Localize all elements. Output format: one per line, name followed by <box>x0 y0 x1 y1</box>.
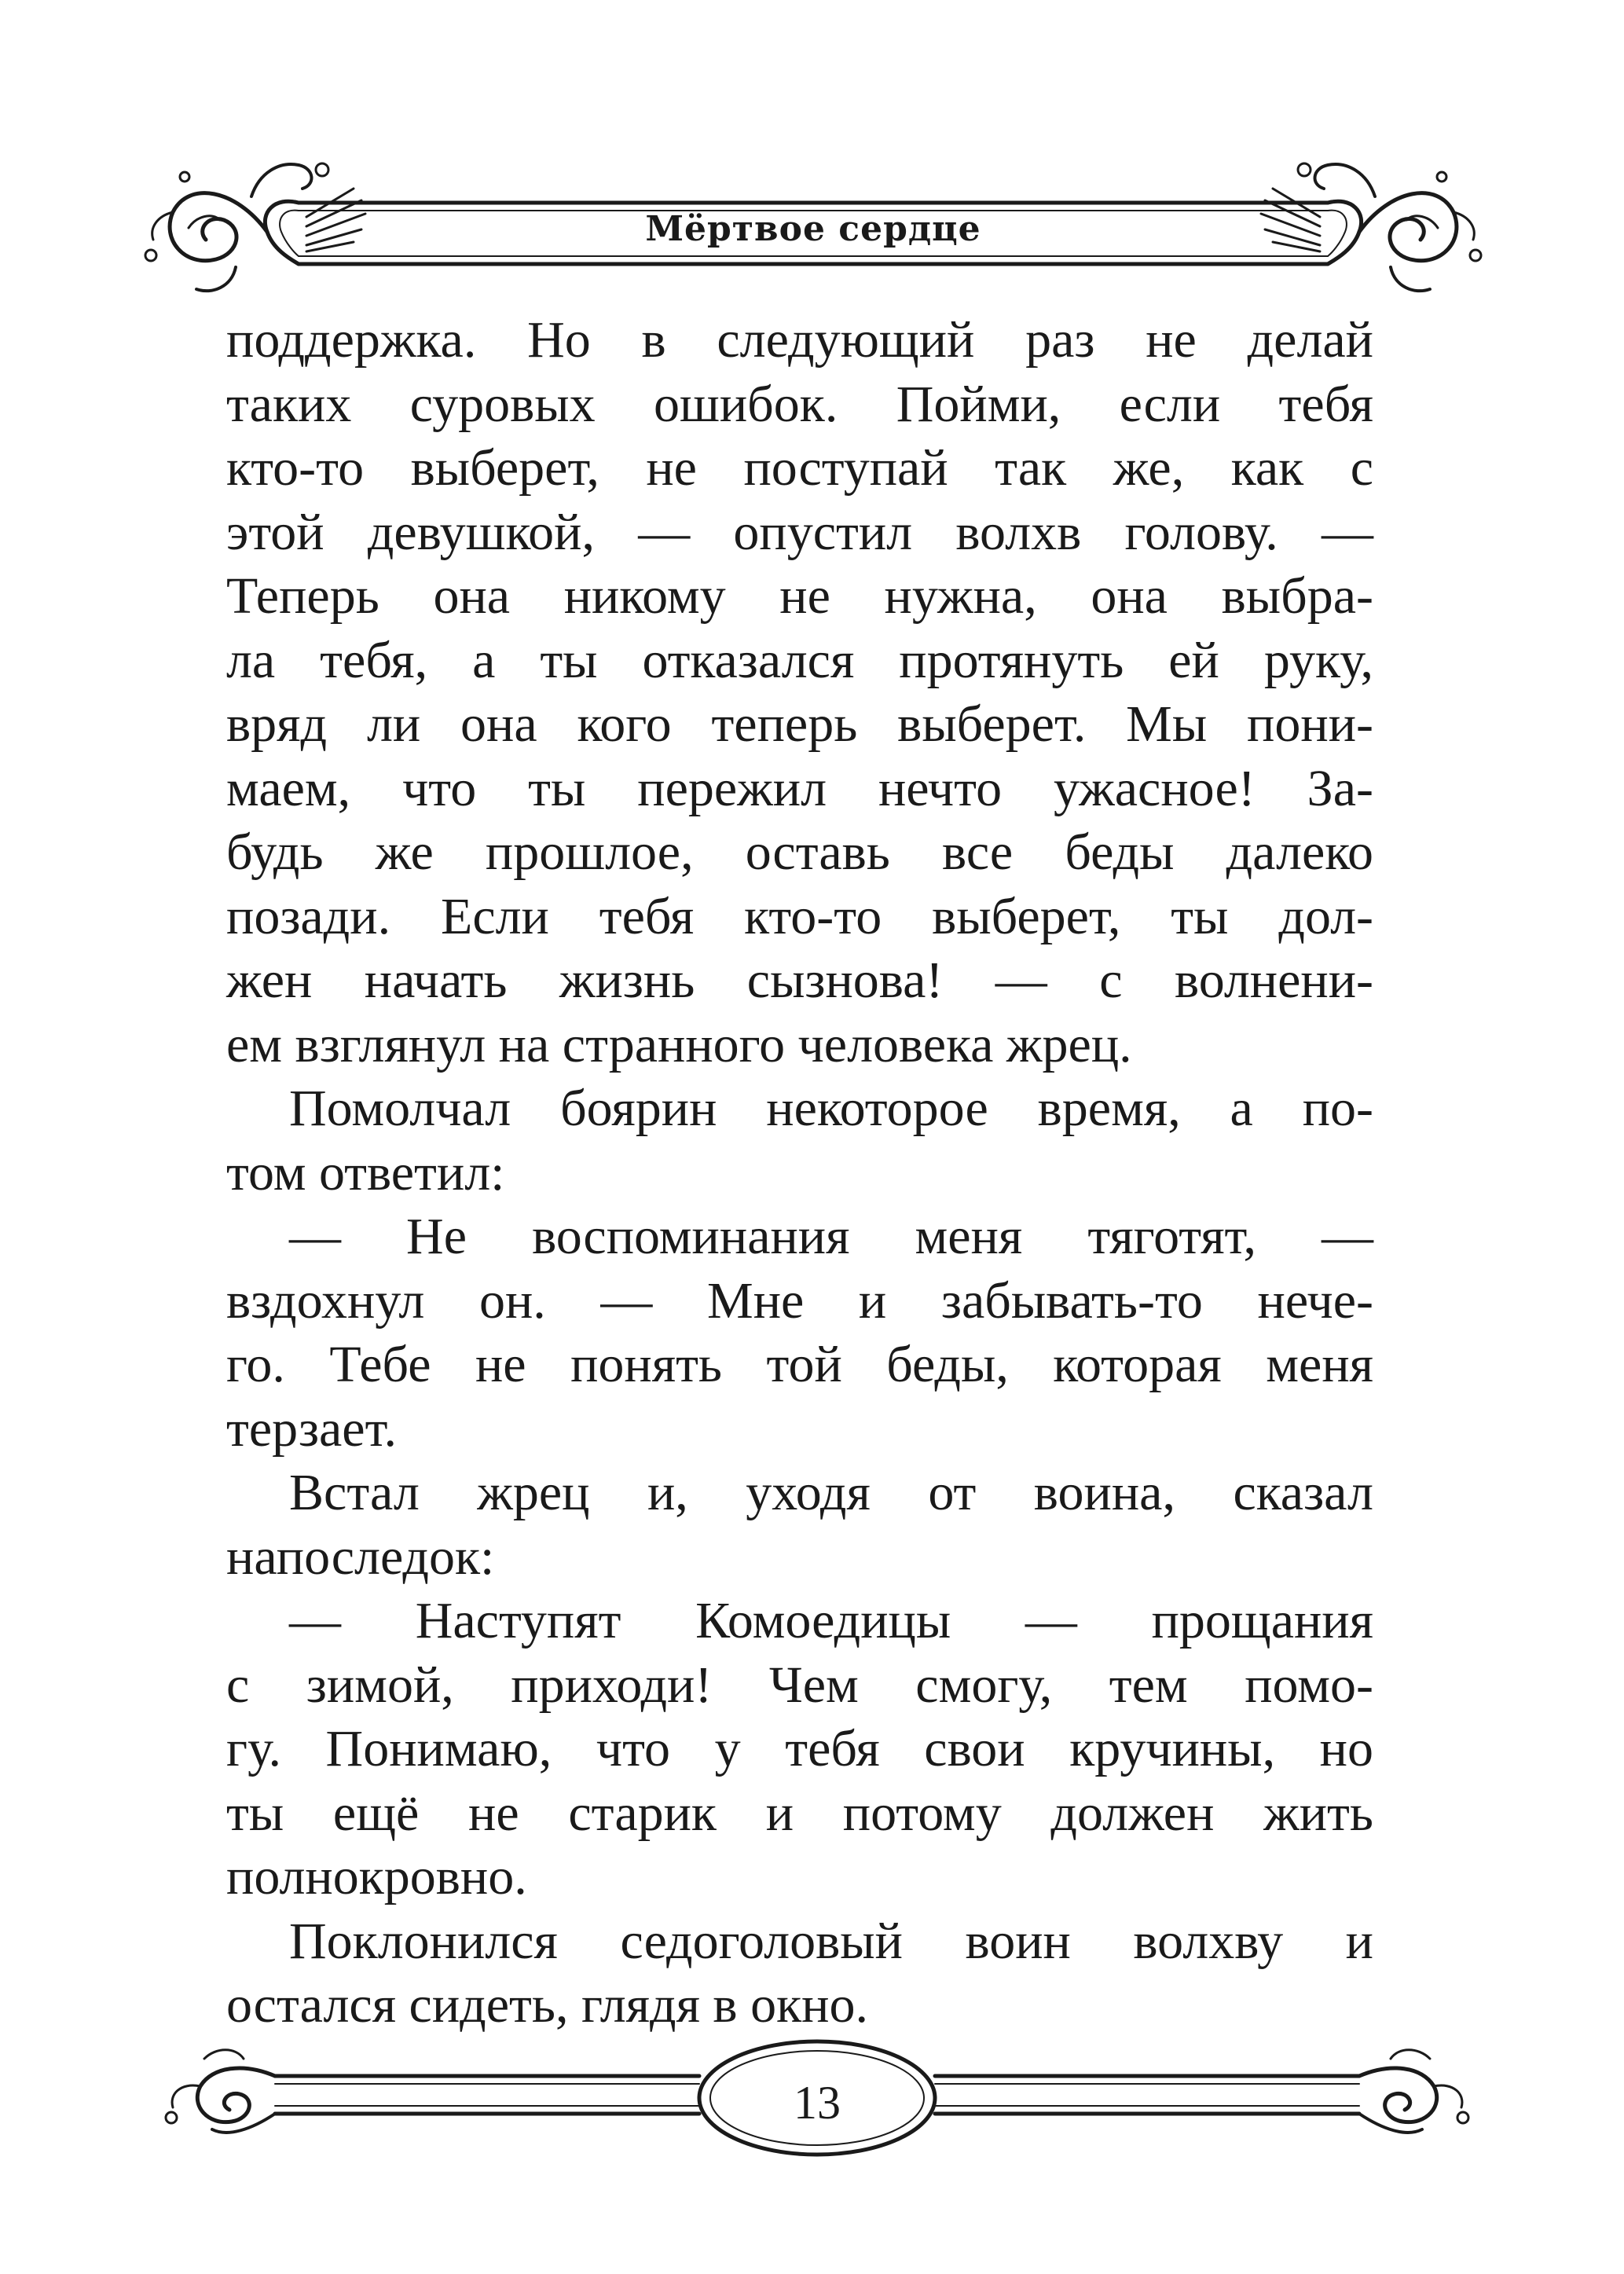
text-line: позади. Если тебя кто-то выберет, ты дол- <box>226 887 1373 945</box>
paragraph <box>226 1589 1373 1909</box>
paragraph <box>226 308 1373 1076</box>
running-header <box>141 141 1485 299</box>
text-line: остался сидеть, глядя в окно. <box>226 1976 868 2034</box>
running-header-title: Мёртвое сердце <box>645 209 981 249</box>
text-line: поддержка. Но в следующий раз не делай <box>226 311 1373 369</box>
text-line: полнокровно. <box>226 1848 527 1905</box>
text-line: Поклонился седоголовый воин волхву и <box>289 1912 1373 1970</box>
text-line: Теперь она никому не нужна, она выбра- <box>226 567 1373 625</box>
text-line: будь же прошлое, оставь все беды далеко <box>226 823 1373 881</box>
text-line: том ответил: <box>226 1143 505 1201</box>
text-line: маем, что ты пережил нечто ужасное! За- <box>226 759 1373 817</box>
text-line: ты ещё не старик и потому должен жить <box>226 1784 1373 1842</box>
paragraph <box>226 1909 1373 2037</box>
page-footer <box>157 2019 1477 2184</box>
text-line: ла тебя, а ты отказался протянуть ей руку, <box>226 631 1373 689</box>
text-line: ем взглянул на странного человека жрец. <box>226 1015 1132 1073</box>
text-line: напоследок: <box>226 1528 495 1586</box>
page-number: 13 <box>794 2077 841 2129</box>
text-line: вряд ли она кого теперь выберет. Мы пони- <box>226 695 1373 753</box>
text-line: гу. Понимаю, что у тебя свои кручины, но <box>226 1720 1373 1777</box>
text-line: Встал жрец и, уходя от воина, сказал <box>289 1464 1373 1521</box>
paragraph <box>226 1205 1373 1461</box>
text-line: этой девушкой, — опустил волхв голову. — <box>226 503 1373 561</box>
text-line: терзает. <box>226 1399 397 1458</box>
paragraph <box>226 1076 1373 1205</box>
text-line: таких суровых ошибок. Пойми, если тебя <box>226 375 1373 433</box>
paragraph <box>226 1461 1373 1589</box>
body-text <box>226 308 1373 2037</box>
text-line: — Не воспоминания меня тяготят, — <box>289 1208 1373 1265</box>
text-line: жен начать жизнь сызнова! — с волнени- <box>226 952 1373 1009</box>
text-line: с зимой, приходи! Чем смогу, тем помо- <box>226 1656 1373 1714</box>
text-line: — Наступят Комоедицы — прощания <box>289 1592 1373 1649</box>
text-line: го. Тебе не понять той беды, которая меня <box>226 1336 1373 1393</box>
text-line: Помолчал боярин некоторое время, а по- <box>289 1080 1373 1137</box>
text-line: вздохнул он. — Мне и забывать-то нече- <box>226 1271 1373 1330</box>
text-line: кто-то выберет, не поступай так же, как с <box>226 439 1373 497</box>
